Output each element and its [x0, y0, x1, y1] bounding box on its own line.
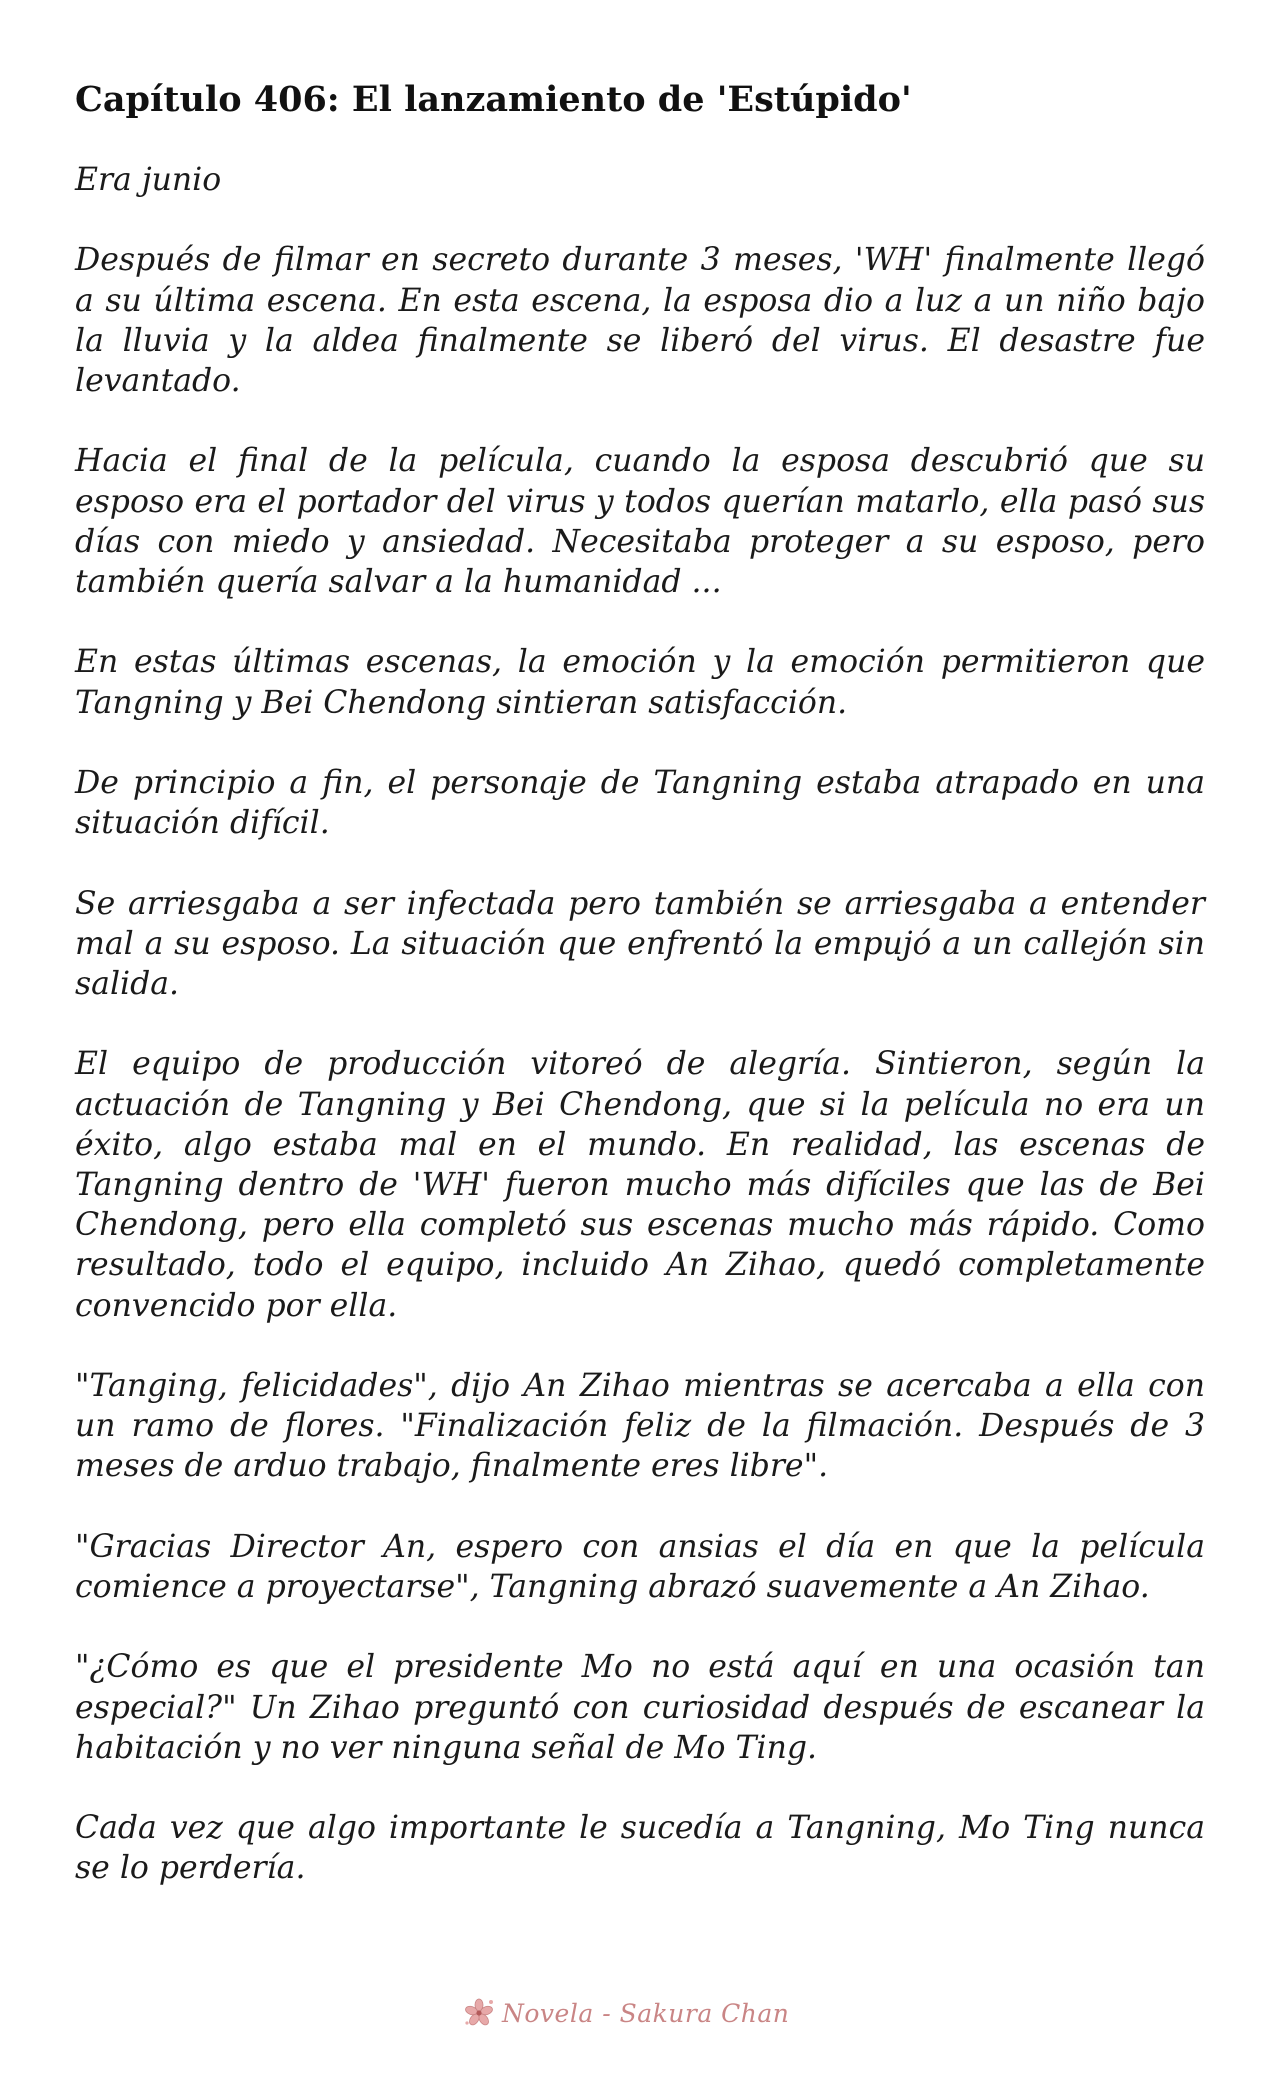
logo-text: Novela - Sakura Chan	[502, 1998, 790, 2028]
paragraph: "Gracias Director An, espero con ansias el día en que la película comience a proyectarse", Tangning abrazó suavemente a An Zihao.	[75, 1528, 1205, 1605]
paragraph: "¿Cómo es que el presidente Mo no está aquí en una ocasión tan especial?" Un Zihao preguntó con curiosidad después de escanear la habitación y no ver ninguna señal de Mo Ting.	[75, 1649, 1205, 1766]
sakura-flower-icon	[462, 1996, 496, 2030]
paragraph: Hacia el final de la película, cuando la esposa descubrió que su esposo era el portador del virus y todos querían matarlo, ella pasó sus días con miedo y ansiedad. Necesitaba proteger a su esposo, pero también quería salvar a la humanidad ...	[75, 443, 1205, 600]
chapter-title: Capítulo 406: El lanzamiento de 'Estúpido'	[75, 79, 912, 120]
paragraph: Después de filmar en secreto durante 3 meses, 'WH' finalmente llegó a su última escena. En esta escena, la esposa dio a luz a un niño bajo la lluvia y la aldea finalmente se liberó del virus. El desastre fue levantado.	[75, 242, 1205, 399]
chapter-body	[75, 160, 1205, 1929]
paragraph: Era junio	[75, 162, 222, 198]
paragraph: "Tanging, felicidades", dijo An Zihao mientras se acercaba a ella con un ramo de flores. "Finalización feliz de la filmación. Después de 3 meses de arduo trabajo, finalmente eres libre".	[75, 1367, 1205, 1485]
site-logo	[462, 1988, 789, 2038]
paragraph: Cada vez que algo importante le sucedía a Tangning, Mo Ting nunca se lo perdería.	[75, 1810, 1205, 1887]
paragraph: De principio a fin, el personaje de Tangning estaba atrapado en una situación difícil.	[75, 764, 1205, 842]
paragraph: El equipo de producción vitoreó de alegría. Sintieron, según la actuación de Tangning y Bei Chendong, que si la película no era un éxito, algo estaba mal en el mundo. En realidad, las escenas de Tangning dentro de 'WH' fueron mucho más difíciles que las de Bei Chendong, pero ella completó sus escenas mucho más rápido. Como resultado, todo el equipo, incluido An Zihao, quedó completamente convencido por ella.	[75, 1046, 1205, 1324]
paragraph: En estas últimas escenas, la emoción y la emoción permitieron que Tangning y Bei Chendong sintieran satisfacción.	[75, 644, 1205, 721]
paragraph: Se arriesgaba a ser infectada pero también se arriesgaba a entender mal a su esposo. La situación que enfrentó la empujó a un callejón sin salida.	[75, 885, 1205, 1002]
